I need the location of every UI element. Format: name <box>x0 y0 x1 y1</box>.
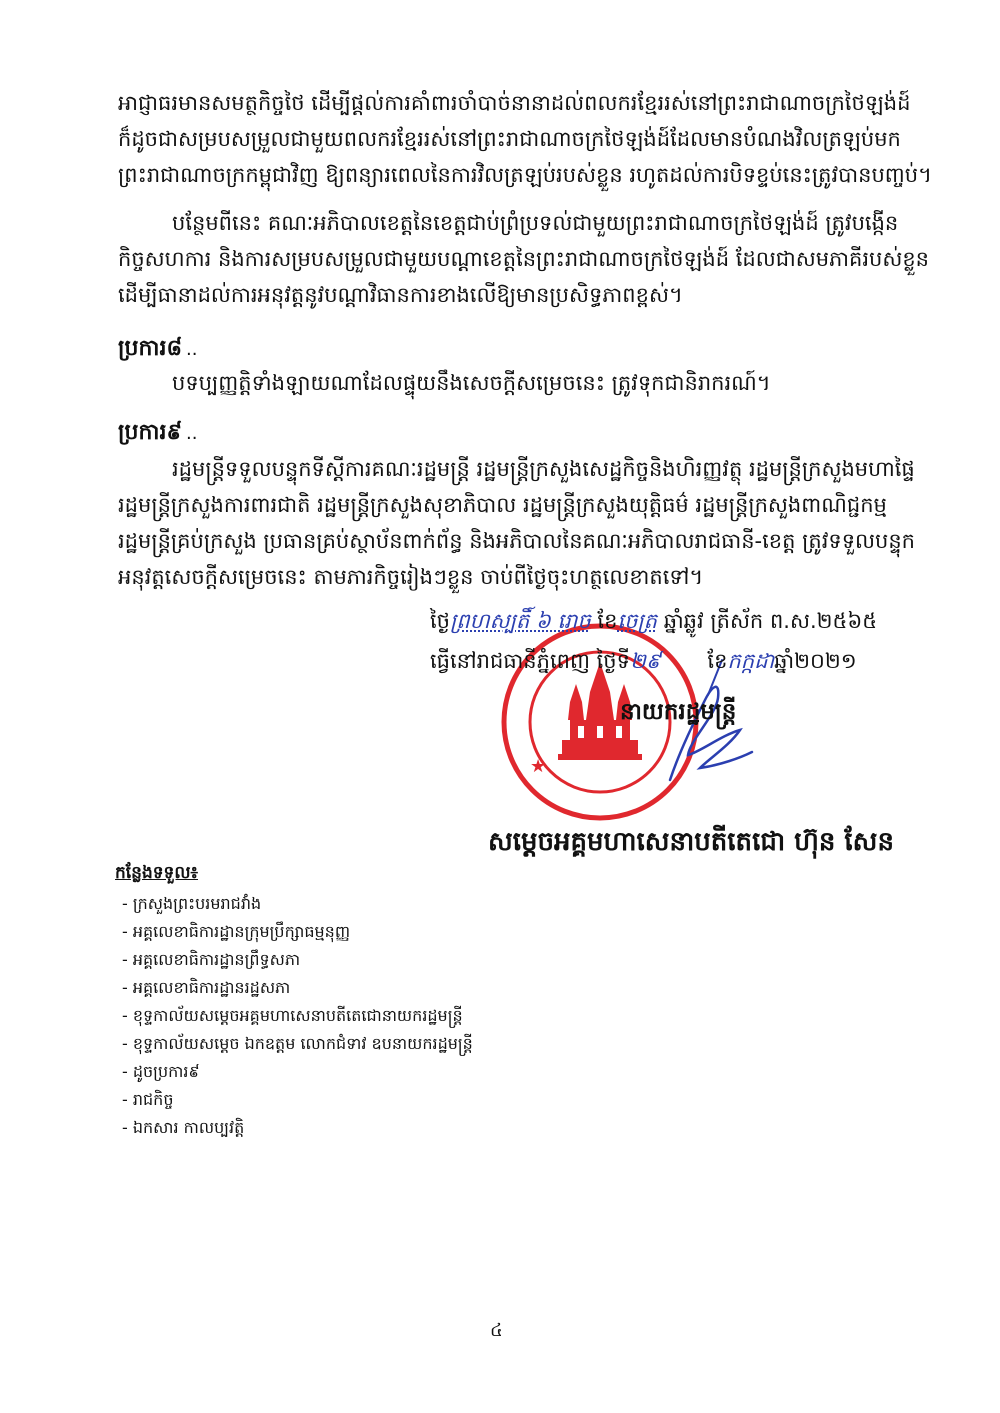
list-item: - ខុទ្ទកាល័យសម្តេច ឯកឧត្តម លោកជំទាវ ឧបនាយករដ្ឋមន្ត្រី <box>122 1034 473 1053</box>
lunar-year: ឆ្នាំឆ្លូវ ត្រីស័ក ព.ស.២៥៦៥ <box>663 609 878 633</box>
list-item: - អគ្គលេខាធិការដ្ឋានព្រឹទ្ធសភា <box>122 950 301 969</box>
solar-date-line <box>430 648 857 679</box>
place-label: ធ្វើនៅរាជធានីភ្នំពេញ ថ្ងៃទី <box>430 649 630 673</box>
lunar-day-handwritten: ព្រហស្បតិ៍ ៦ រោច <box>450 609 591 633</box>
article-8-heading-text: ប្រការ៨ <box>118 336 183 361</box>
article-8-heading <box>118 334 197 366</box>
page-number: ៤ <box>490 1320 503 1341</box>
paragraph-1-line-1: អាជ្ញាធរមានសមត្ថកិច្ចថៃ ដើម្បីផ្តល់ការគាំពារចាំបាច់នានាដល់ពលករខ្មែររស់នៅព្រះរាជាណាចក្រថៃឡង់ដ៍ <box>118 91 911 115</box>
paragraph-2-line-2: កិច្ចសហការ និងការសម្របសម្រួលជាមួយបណ្តាខេត្តនៃព្រះរាជាណាចក្រថៃឡង់ដ៍ ដែលជាសមភាគីរបស់ខ្លួន <box>118 247 930 271</box>
svg-text:★: ★ <box>530 756 547 777</box>
paragraph-2-line-1: បន្ថែមពីនេះ គណៈអភិបាលខេត្តនៃខេត្តជាប់ព្រំប្រទល់ជាមួយព្រះរាជាណាចក្រថៃឡង់ដ៍ ត្រូវបង្កើន <box>172 211 899 235</box>
signer-name: សម្តេចអគ្គមហាសេនាបតីតេជោ ហ៊ុន សែន <box>488 827 894 857</box>
article-8-text: បទប្បញ្ញត្តិទាំងឡាយណាដែលផ្ទុយនឹងសេចក្តីសម្រេចនេះ ត្រូវទុកជានិរាករណ៍។ <box>172 371 771 395</box>
article-9-line-1: រដ្ឋមន្ត្រីទទួលបន្ទុកទីស្តីការគណៈរដ្ឋមន្ត្រី រដ្ឋមន្ត្រីក្រសួងសេដ្ឋកិច្ចនិងហិរញ្ញវត្ថុ រដ្ឋមន្ត្រីក្រសួងមហាផ្ទៃ <box>172 457 915 481</box>
paragraph-2-line-3: ដើម្បីធានាដល់ការអនុវត្តនូវបណ្តាវិធានការខាងលើឱ្យមានប្រសិទ្ធភាពខ្ពស់។ <box>118 283 683 307</box>
recipients-title: កន្លែងទទួល៖ <box>115 863 199 883</box>
lunar-month-handwritten: ចេត្រ <box>617 609 657 633</box>
article-9-line-4: អនុវត្តសេចក្តីសម្រេចនេះ តាមភារកិច្ចរៀងៗខ្លួន ចាប់ពីថ្ងៃចុះហត្ថលេខាតទៅ។ <box>118 565 704 589</box>
lunar-day-label: ថ្ងៃ <box>430 609 450 633</box>
day-handwritten: ២៩ <box>629 649 661 673</box>
year: ឆ្នាំ២០២១ <box>774 649 857 673</box>
recipients-list <box>122 890 473 1142</box>
signature-title: នាយករដ្ឋមន្ត្រី <box>620 699 737 725</box>
list-item: - អគ្គលេខាធិការដ្ឋានក្រុមប្រឹក្សាធម្មនុញ្ញ <box>122 922 351 941</box>
article-8-heading-dots: .. <box>186 339 198 360</box>
paragraph-1-line-3: ព្រះរាជាណាចក្រកម្ពុជាវិញ ឱ្យពន្យារពេលនៃការវិលត្រឡប់របស់ខ្លួន រហូតដល់ការបិទខ្ទប់នេះត្រូវបានបញ្ចប់។ <box>118 163 932 187</box>
article-9-heading-dots: .. <box>186 423 198 444</box>
list-item: - ខុទ្ទកាល័យសម្តេចអគ្គមហាសេនាបតីតេជោនាយករដ្ឋមន្ត្រី <box>122 1006 463 1025</box>
list-item: - អគ្គលេខាធិការដ្ឋានរដ្ឋសភា <box>122 978 291 997</box>
lunar-month-label: ខែ <box>597 609 618 633</box>
lunar-date-line <box>430 608 877 639</box>
list-item: - ឯកសារ កាលប្បវត្តិ <box>122 1118 245 1137</box>
list-item: - ក្រសួងព្រះបរមរាជវាំង <box>122 894 262 913</box>
paragraph-1-line-2: ក៏ដូចជាសម្របសម្រួលជាមួយពលករខ្មែររស់នៅព្រះរាជាណាចក្រថៃឡង់ដ៍ដែលមានបំណងវិលត្រឡប់មក <box>118 127 901 151</box>
article-9-heading <box>118 418 197 450</box>
list-item: - ដូចប្រការ៩ <box>122 1062 200 1081</box>
month-label: ខែ <box>707 649 728 673</box>
month-handwritten: កក្កដា <box>727 649 775 673</box>
article-9-line-3: រដ្ឋមន្ត្រីគ្រប់ក្រសួង ប្រធានគ្រប់ស្ថាប័នពាក់ព័ន្ធ និងអភិបាលនៃគណៈអភិបាលរាជធានី-ខេត្ត ត្រូវទទួលបន្ទុក <box>118 529 916 553</box>
article-9-line-2: រដ្ឋមន្ត្រីក្រសួងការពារជាតិ រដ្ឋមន្ត្រីក្រសួងសុខាភិបាល រដ្ឋមន្ត្រីក្រសួងយុត្តិធម៌ រដ្ឋមន្ត្រីក្រសួងពាណិជ្ជកម្ម <box>118 493 887 517</box>
article-9-heading-text: ប្រការ៩ <box>118 420 183 445</box>
list-item: - រាជកិច្ច <box>122 1090 174 1109</box>
